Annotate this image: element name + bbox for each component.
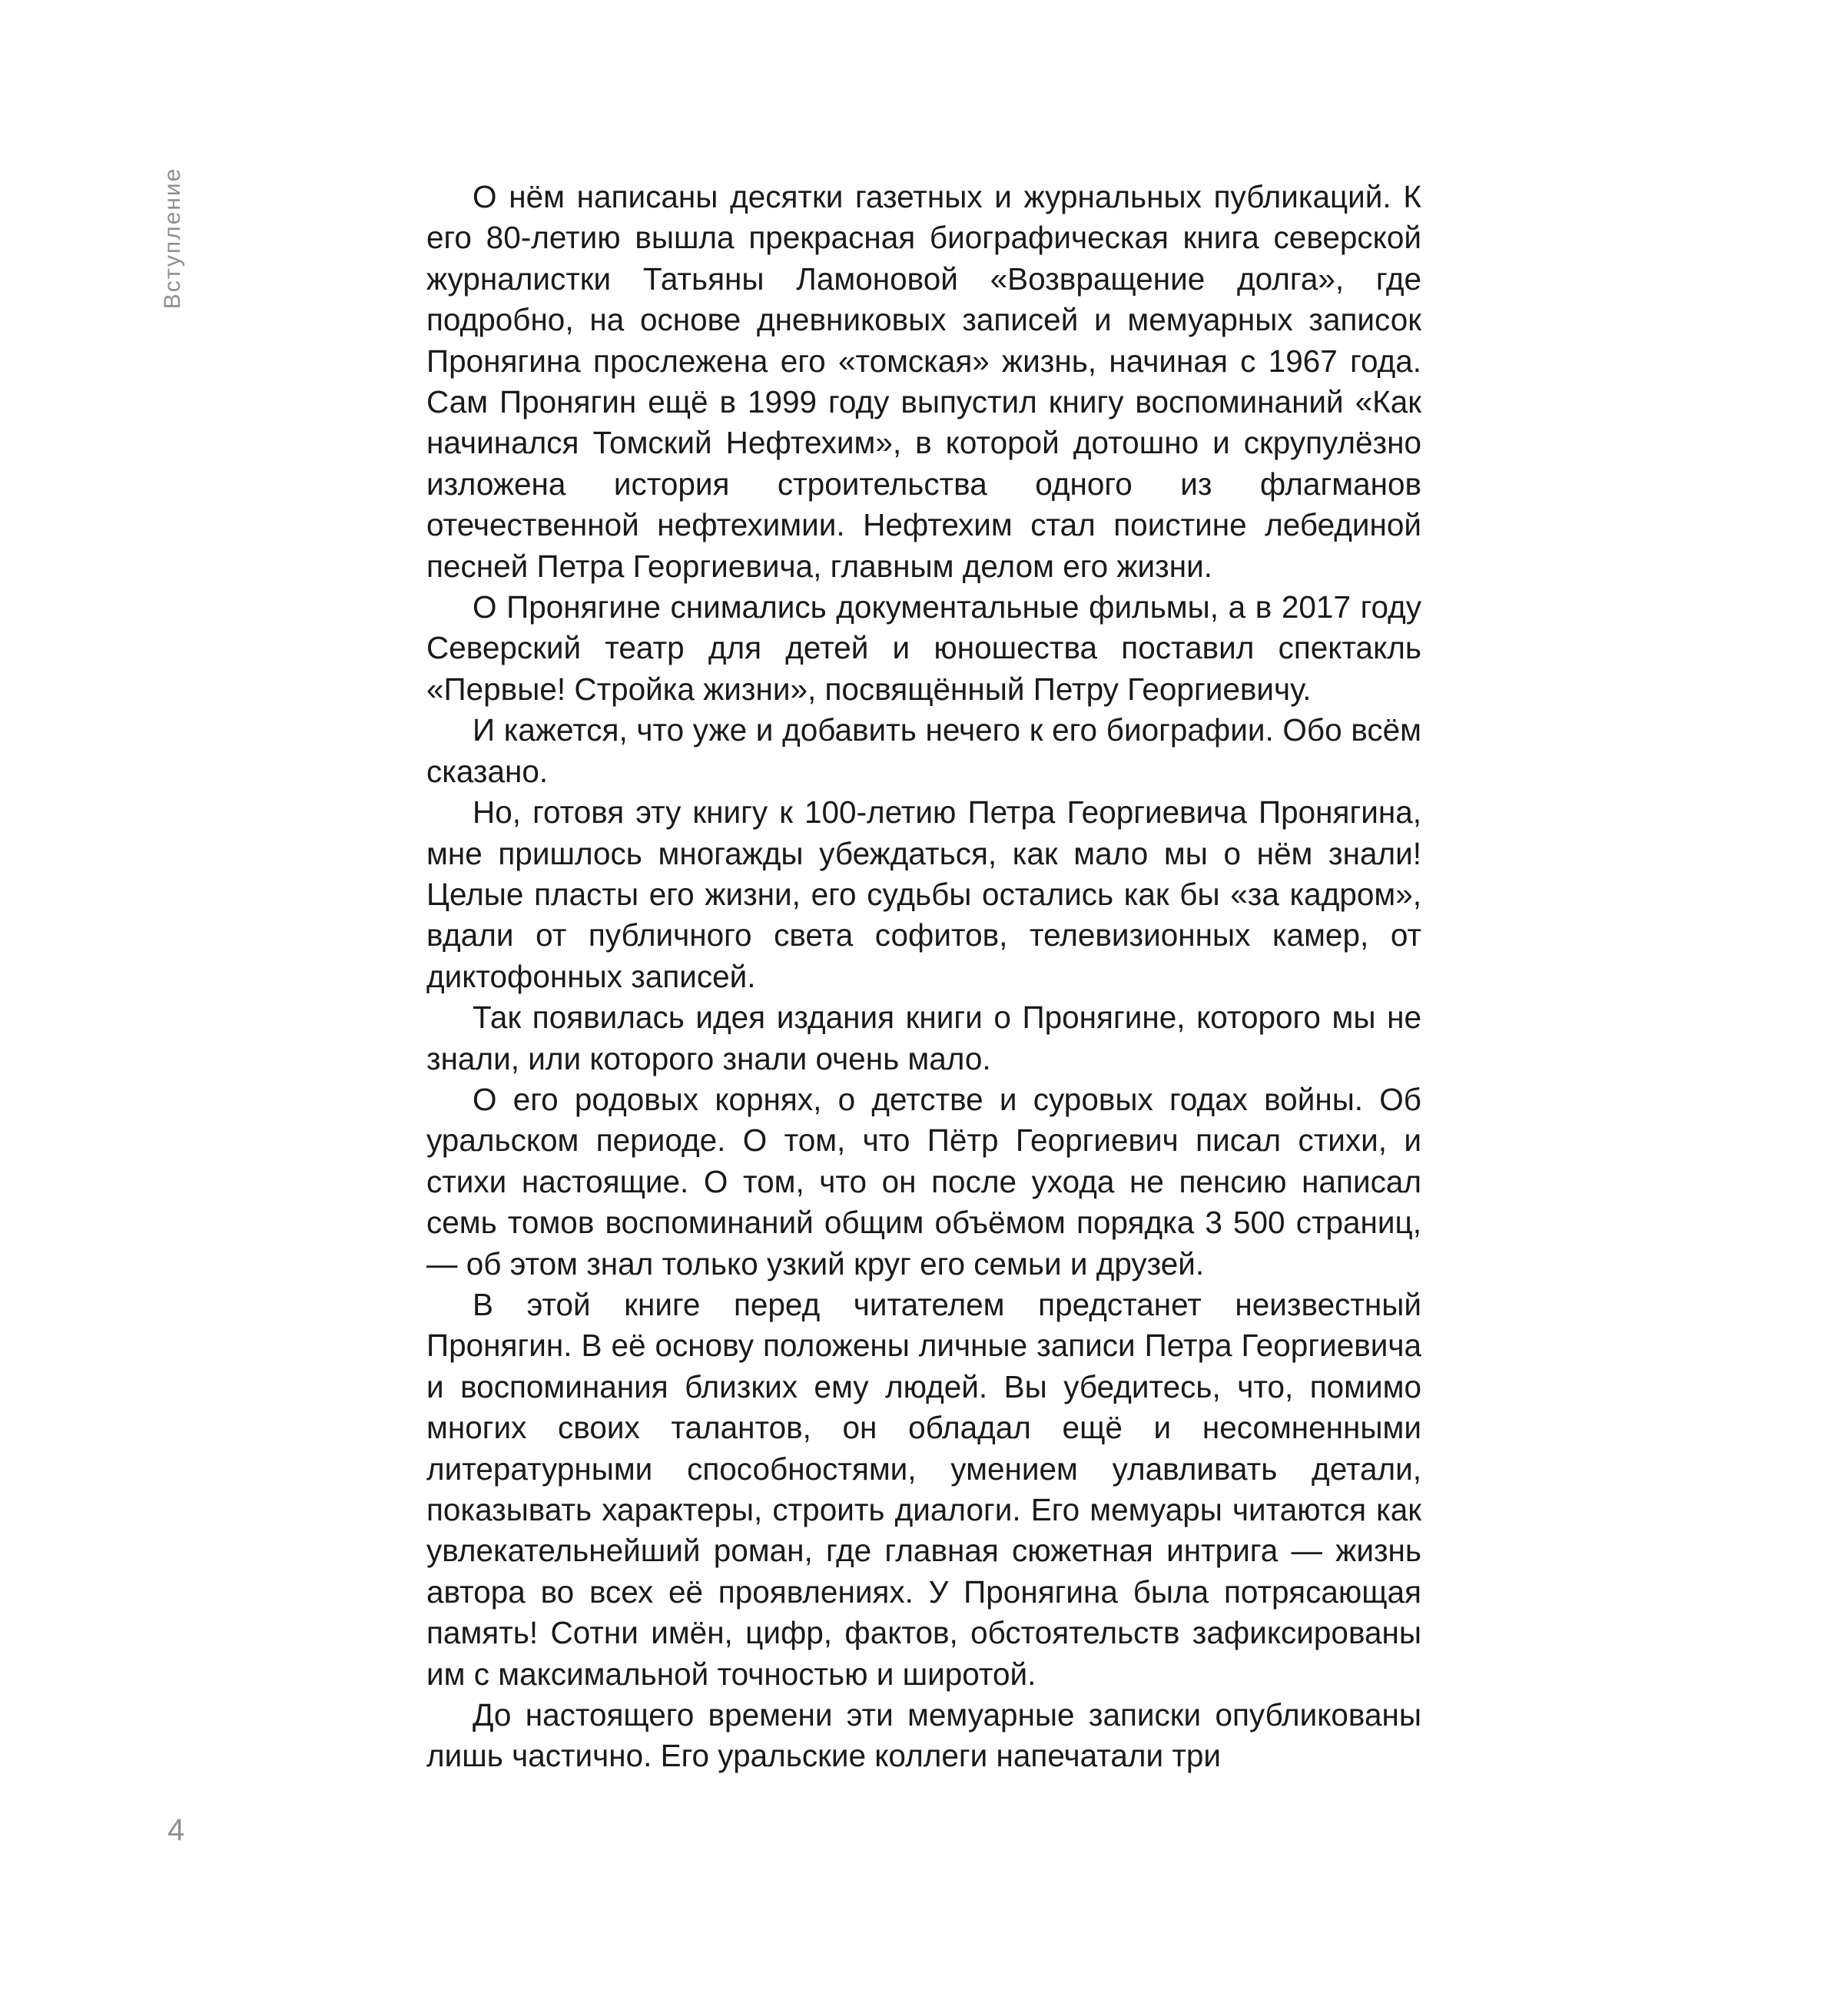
paragraph: О нём написаны десятки газетных и журнальных публикаций. К его 80-летию вышла прекрасная биографическая книга северской журналистки Татьяны Ламоновой «Возвращение долга», где подробно, на основе дневниковых записей и мемуарных записок Пронягина прослежена его «томская» жизнь, начиная с 1967 года. Сам Пронягин ещё в 1999 году выпустил книгу воспоминаний «Как начинался Томский Нефтехим», в которой дотошно и скрупулёзно изложена история строительства одного из флагманов отечественной нефтехимии. Нефтехим стал поистине лебединой песней Петра Георгиевича, главным делом его жизни. — [426, 179, 1421, 584]
paragraph: До настоящего времени эти мемуарные записки опубликованы лишь частично. Его уральские коллеги напечатали три — [426, 1697, 1421, 1774]
paragraph: В этой книге перед читателем предстанет неизвестный Пронягин. В её основу положены личные записи Петра Георгиевича и воспоминания близких ему людей. Вы убедитесь, что, помимо многих своих талантов, он обладал ещё и несомненными литературными способностями, умением улавливать детали, показывать характеры, строить диалоги. Его мемуары читаются как увлекательнейший роман, где главная сюжетная интрига — жизнь автора во всех её проявлениях. У Пронягина была потрясающая память! Сотни имён, цифр, фактов, обстоятельств зафиксированы им с максимальной точностью и широтой. — [426, 1286, 1421, 1692]
running-head — [154, 154, 192, 323]
body-text — [426, 177, 1421, 1777]
paragraph: И кажется, что уже и добавить нечего к его биографии. Обо всём сказано. — [426, 712, 1421, 789]
paragraph: Но, готовя эту книгу к 100-летию Петра Георгиевича Пронягина, мне пришлось многажды убеждаться, как мало мы о нём знали! Целые пласты его жизни, его судьбы остались как бы «за кадром», вдали от публичного света софитов, телевизионных камер, от диктофонных записей. — [426, 794, 1421, 994]
page-number: 4 — [167, 1813, 185, 1847]
paragraph: Так появилась идея издания книги о Пронягине, которого мы не знали, или которого знали очень мало. — [426, 1000, 1421, 1076]
paragraph: О его родовых корнях, о детстве и суровых годах войны. Об уральском периоде. О том, что Пётр Георгиевич писал стихи, и стихи настоящие. О том, что он после ухода не пенсию написал семь томов воспоминаний общим объёмом порядка 3 500 страниц, — об этом знал только узкий круг его семьи и друзей. — [426, 1081, 1421, 1282]
paragraph: О Пронягине снимались документальные фильмы, а в 2017 году Северский театр для детей и юношества поставил спектакль «Первые! Стройка жизни», посвящённый Петру Георгиевичу. — [426, 589, 1421, 707]
running-head-text: Вступление — [160, 167, 185, 310]
